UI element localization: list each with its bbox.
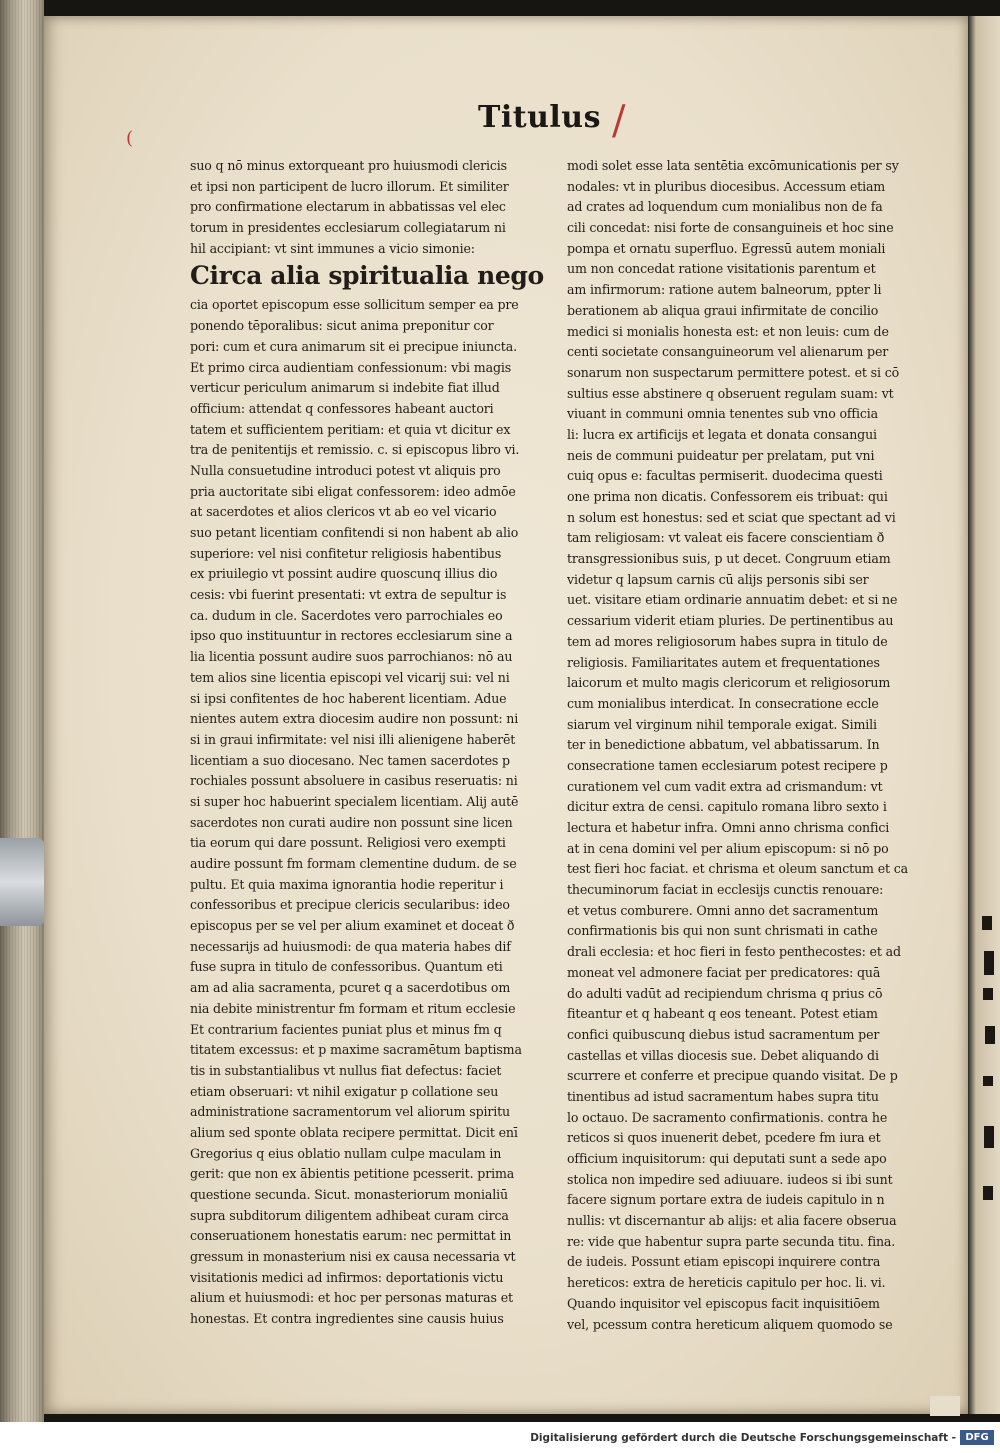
- text-line: hil accipiant: vt sint immunes a vicio simonie:: [190, 240, 475, 256]
- text-line: suo q nō minus extorqueant pro huiusmodi clericis: [190, 158, 507, 173]
- section-heading: Circa alia spiritualia nego: [190, 261, 544, 291]
- text-line: stolica non impedire sed adiuuare. iudeos si ibi sunt: [567, 1171, 893, 1187]
- text-line: superiore: vel nisi confitetur religiosis habentibus: [190, 545, 502, 561]
- ink-fragment: [984, 1126, 994, 1148]
- text-line: confessoribus et precipue clericis secularibus: ideo: [190, 897, 510, 913]
- text-line: conseruationem honestatis earum: nec permittat in: [190, 1228, 512, 1244]
- text-line: supra subditorum diligentem adhibeat curam circa: [190, 1207, 509, 1223]
- text-line: reticos si quos inuenerit debet, pcedere fm iura et: [567, 1130, 881, 1146]
- text-line: pria auctoritate sibi eligat confessorem: ideo admōe: [190, 483, 516, 499]
- text-line: one prima non dicatis. Confessorem eis tribuat: qui: [567, 489, 888, 504]
- text-line: tam religiosam: vt valeat eis facere conscientiam ð: [567, 530, 885, 546]
- text-line: dicitur extra de censi. capitulo romana libro sexto i: [567, 799, 887, 815]
- text-line: Et primo circa audientiam confessionum: vbi magis: [190, 359, 512, 375]
- text-line: Nulla consuetudine introduci potest vt aliquis pro: [190, 462, 501, 478]
- text-line: licentiam a suo diocesano. Nec tamen sacerdotes p: [190, 752, 510, 768]
- text-line: etiam obseruari: vt nihil exigatur p collatione seu: [190, 1083, 499, 1099]
- text-line: rochiales possunt absoluere in casibus reseruatis: ni: [190, 773, 518, 789]
- text-line: drali ecclesia: et hoc fieri in festo penthecostes: et ad: [567, 944, 901, 960]
- text-line: n solum est honestus: sed et sciat que spectant ad vi: [567, 509, 896, 525]
- text-line: episcopus per se vel per alium examinet et doceat ð: [190, 918, 515, 934]
- text-line: visitationis medici ad infirmos: deportationis victu: [190, 1269, 504, 1285]
- text-line: transgressionibus suis, p ut decet. Congruum etiam: [567, 551, 891, 567]
- book-page-edge: [0, 0, 44, 1422]
- text-line: modi solet esse lata sentētia excōmunicationis per sy: [567, 158, 899, 173]
- text-line: ca. dudum in cle. Sacerdotes vero parrochiales eo: [190, 607, 503, 623]
- text-line: tem ad mores religiosorum habes supra in titulo de: [567, 633, 888, 649]
- text-line: fuse supra in titulo de confessoribus. Quantum eti: [190, 959, 503, 975]
- text-line: vel, pcessum contra hereticum aliquem quomodo se: [567, 1316, 893, 1332]
- text-line: questione secunda. Sicut. monasteriorum monialiū: [190, 1187, 508, 1202]
- text-line: ipso quo instituuntur in rectores ecclesiarum sine a: [190, 628, 513, 644]
- text-line: audire possunt fm formam clementine dudum. de se: [190, 856, 517, 871]
- text-line: do adulti vadūt ad recipiendum chrisma q prius cō: [567, 985, 883, 1001]
- text-line: tis in substantialibus vt nullus fiat defectus: faciet: [190, 1062, 502, 1078]
- text-line: li: lucra ex artificijs et legata et donata consangui: [567, 426, 877, 442]
- text-line: tatem et sufficientem peritiam: et quia vt dicitur ex: [190, 421, 511, 437]
- text-line: si ipsi confitentes de hoc haberent licentiam. Adue: [190, 690, 507, 706]
- text-line: verticur periculum animarum si indebite fiat illud: [190, 380, 500, 396]
- text-line: nodales: vt in pluribus diocesibus. Accessum etiam: [567, 178, 886, 194]
- text-line: castellas et villas diocesis sue. Debet aliquando di: [567, 1047, 879, 1063]
- text-line: curationem vel cum vadit extra ad crismandum: vt: [567, 778, 883, 794]
- text-line: cia oportet episcopum esse sollicitum semper ea pre: [190, 297, 519, 313]
- text-line: pori: cum et cura animarum sit ei precipue iniuncta.: [190, 338, 517, 354]
- text-line: confirmationis bis qui non sunt chrismati in cathe: [567, 923, 878, 939]
- rubric-stroke: (: [126, 128, 134, 149]
- text-line: confici quibuscunq diebus istud sacramentum per: [567, 1026, 880, 1042]
- text-line: alium et huiusmodi: et hoc per personas maturas et: [190, 1290, 513, 1306]
- text-line: tra de penitentijs et remissio. c. si episcopus libro vi.: [190, 442, 520, 458]
- text-line: cuiq opus e: facultas permiserit. duodecima questi: [567, 468, 883, 484]
- text-line: cessarium viderit etiam pluries. De pertinentibus au: [567, 613, 894, 629]
- footer-bar: [0, 1422, 1000, 1453]
- text-line: Gregorius q eius oblatio nullam culpe maculam in: [190, 1145, 502, 1161]
- text-line: pompa et ornatu superfluo. Egressū autem moniali: [567, 240, 886, 256]
- text-line: Quando inquisitor vel episcopus facit inquisitiōem: [567, 1295, 880, 1311]
- text-line: sonarum non suspectarum permittere potest. et si cō: [567, 364, 900, 380]
- text-line: facere signum portare extra de iudeis capitulo in n: [567, 1192, 885, 1208]
- text-line: cili concedat: nisi forte de consanguineis et hoc sine: [567, 220, 894, 236]
- text-line: cesis: vbi fuerint presentati: vt extra de sepultur is: [190, 587, 507, 603]
- text-line: siarum vel virginum nihil temporale exigat. Simili: [567, 716, 877, 732]
- text-line: test fieri hoc faciat. et chrisma et oleum sanctum et ca: [567, 861, 909, 877]
- text-line: consecratione tamen ecclesiarum potest recipere p: [567, 757, 888, 773]
- text-line: officium: attendat q confessores habeant auctori: [190, 400, 494, 416]
- text-line: viuant in communi omnia tenentes sub vno officia: [567, 406, 878, 422]
- text-line: pultu. Et quia maxima ignorantia hodie reperitur i: [190, 876, 504, 892]
- text-line: cum monialibus interdicat. In consecratione eccle: [567, 695, 879, 711]
- text-line: officium inquisitorum: qui deputati sunt a sede apo: [567, 1151, 887, 1166]
- text-line: nullis: vt discernantur ab alijs: et alia facere obserua: [567, 1213, 897, 1229]
- ink-fragment: [983, 1076, 993, 1086]
- text-line: ter in benedictione abbatum, vel abbatissarum. In: [567, 737, 880, 753]
- text-line: si in graui infirmitate: vel nisi illi alienigene haberēt: [190, 731, 516, 747]
- text-line: nientes autem extra diocesim audire non possunt: ni: [190, 711, 519, 727]
- text-line: sultius esse abstinere q obseruent regulam suam: vt: [567, 385, 894, 401]
- text-line: ex priuilegio vt possint audire quoscunq illius dio: [190, 566, 498, 582]
- text-line: um non concedat ratione visitationis parentum et: [567, 261, 876, 277]
- text-line: sacerdotes non curati audire non possunt sine licen: [190, 814, 513, 830]
- ink-fragment: [984, 951, 994, 975]
- text-line: centi societate consanguineorum vel alienarum per: [567, 344, 889, 360]
- left-text-column: [190, 156, 550, 1330]
- text-line: Et contrarium facientes puniat plus et minus fm q: [190, 1021, 502, 1037]
- page-edge-patch: [930, 1396, 960, 1416]
- text-line: titatem excessus: et p maxime sacramētum baptisma: [190, 1042, 522, 1058]
- text-line: necessarijs ad huiusmodi: de qua materia habes dif: [190, 938, 511, 954]
- text-line: pro confirmatione electarum in abbatissas vel elec: [190, 199, 506, 215]
- text-line: nia debite ministrentur fm formam et ritum ecclesie: [190, 1000, 516, 1016]
- text-line: torum in presidentes ecclesiarum collegiatarum ni: [190, 220, 506, 236]
- text-line: lo octauo. De sacramento confirmationis. contra he: [567, 1109, 888, 1125]
- text-line: moneat vel admonere faciat per predicatores: quā: [567, 964, 881, 980]
- text-line: lia licentia possunt audire suos parrochianos: nō au: [190, 649, 513, 665]
- text-line: et vetus comburere. Omni anno det sacramentum: [567, 902, 879, 918]
- text-line: suo petant licentiam confitendi si non habent ab alio: [190, 525, 519, 540]
- dfg-logo: DFG: [960, 1430, 994, 1445]
- text-line: lectura et habetur infra. Omni anno chrisma confici: [567, 820, 890, 835]
- ink-fragment: [985, 1026, 995, 1044]
- text-line: tia eorum qui dare possunt. Religiosi vero exempti: [190, 835, 506, 851]
- text-line: si super hoc habuerint specialem licentiam. Alij autē: [190, 793, 519, 809]
- text-line: de iudeis. Possunt etiam episcopi inquirere contra: [567, 1254, 881, 1270]
- text-line: et ipsi non participent de lucro illorum. Et similiter: [190, 178, 509, 194]
- text-line: neis de communi puideatur per prelatam, put vni: [567, 447, 875, 463]
- text-line: re: vide que habentur supra parte secunda titu. fina.: [567, 1233, 896, 1249]
- text-line: berationem ab aliqua graui infirmitate de concilio: [567, 302, 879, 318]
- text-line: uet. visitare etiam ordinarie annuatim debet: et si ne: [567, 592, 898, 608]
- text-line: ad crates ad loquendum cum monialibus non de fa: [567, 199, 883, 215]
- text-line: am ad alia sacramenta, pcuret q a sacerdotibus om: [190, 980, 511, 996]
- text-line: honestas. Et contra ingredientes sine causis huius: [190, 1311, 504, 1327]
- text-line: alium sed sponte oblata recipere permittat. Dicit enī: [190, 1124, 518, 1140]
- text-line: thecuminorum faciat in ecclesijs cunctis renouare:: [567, 882, 884, 898]
- text-line: administratione sacramentorum vel aliorum spiritu: [190, 1104, 510, 1120]
- ribbon-marker: [0, 838, 46, 926]
- text-line: videtur q lapsum carnis cū alijs personis sibi ser: [567, 571, 869, 587]
- text-line: laicorum et multo magis clericorum et religiosorum: [567, 675, 891, 691]
- text-line: tem alios sine licentia episcopi vel vicarij sui: vel ni: [190, 669, 510, 685]
- text-line: religiosis. Familiaritates autem et frequentationes: [567, 654, 880, 670]
- text-line: at in cena domini vel per alium episcopum: si nō po: [567, 840, 889, 856]
- text-line: am infirmorum: ratione autem balneorum, ppter li: [567, 282, 882, 298]
- ink-fragment: [983, 1186, 993, 1200]
- text-line: fiteantur et q habeant q eos teneant. Potest etiam: [567, 1006, 878, 1022]
- rubric-stroke: /: [612, 98, 626, 144]
- adjacent-page-strip: [968, 16, 1000, 1414]
- right-text-column: [567, 156, 915, 1335]
- text-line: gressum in monasterium nisi ex causa necessaria vt: [190, 1249, 516, 1265]
- running-head: Titulus: [478, 100, 601, 135]
- text-line: scurrere et conferre et precipue quando visitat. De p: [567, 1068, 898, 1084]
- text-line: gerit: que non ex ābientis petitione pcesserit. prima: [190, 1166, 515, 1182]
- text-line: at sacerdotes et alios clericos vt ab eo vel vicario: [190, 504, 497, 520]
- ink-fragment: [983, 988, 993, 1000]
- text-line: medici si monialis honesta est: et non leuis: cum de: [567, 323, 889, 339]
- text-line: ponendo tēporalibus: sicut anima preponitur cor: [190, 318, 494, 334]
- text-line: hereticos: extra de hereticis capitulo per hoc. li. vi.: [567, 1275, 886, 1291]
- text-line: tinentibus ad istud sacramentum habes supra titu: [567, 1088, 879, 1104]
- funding-notice: Digitalisierung gefördert durch die Deutsche Forschungsgemeinschaft -: [530, 1432, 956, 1444]
- ink-fragment: [982, 916, 992, 930]
